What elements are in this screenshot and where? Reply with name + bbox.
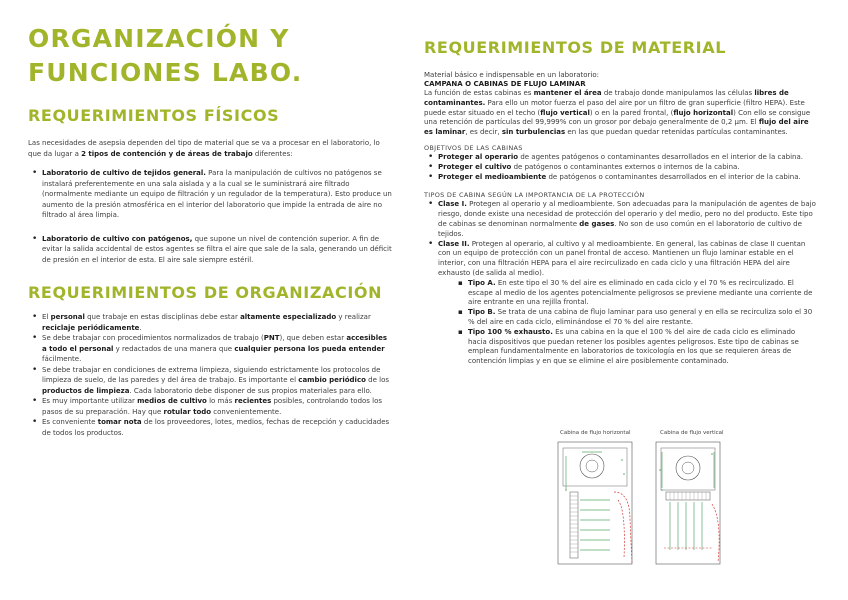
list-item-tipo-b: ▪ Tipo B. Se trata de una cabina de flujo laminar para uso general y en ella se recirculiza solo el 30 % del aire en cada ciclo, eliminándose el 70 % del aire restante. (454, 308, 816, 328)
objetivos-heading: OBJETIVOS DE LAS CABINAS (424, 143, 523, 152)
page-title-line1: ORGANIZACIÓN Y (28, 24, 290, 53)
list-item: • Se debe trabajar en condiciones de extrema limpieza, siguiendo estrictamente los protocolos de limpieza de suelo, de las paredes y del área de trabajo. Es importante el cambio periódico de los productos de limpieza. Cada laboratorio debe disponer de sus propios materiales para ello. (28, 365, 393, 397)
list-item: • Proteger el cultivo de patógenos o contaminantes externos o internos de la cabina. (424, 163, 816, 173)
tipos-heading: TIPOS DE CABINA SEGÚN LA IMPORTANCIA DE LA PROTECCIÓN (424, 191, 645, 200)
fisicos-intro-text: Las necesidades de asepsia dependen del tipo de material que se va a procesar en el laboratorio, lo que da lugar a (28, 139, 380, 158)
list-item-tipo-100: ▪ Tipo 100 % exhausto. Es una cabina en la que el 100 % del aire de cada ciclo es eliminado hacia dispositivos que puedan retener los posibles agentes peligrosos. Este tipo de cabinas se emplean fundamentalmente en laboratorios de toxicología en los que se requieren áreas de contención limpias y en que se elimine el aire posiblemente contaminado. (454, 328, 816, 367)
list-item (28, 168, 393, 221)
list-item: • Se debe trabajar con procedimientos normalizados de trabajo (PNT), que deben estar accesibles a todo el personal y redactados de una manera que cualquier persona los pueda entender fácilmente. (28, 333, 393, 365)
horizontal-cabinet-drawing (558, 442, 632, 564)
list-item: • El personal que trabaje en estas disciplinas debe estar altamente especializado y realizar reciclaje periódicamente. (28, 312, 393, 333)
campana-heading: CAMPANA O CABINAS DE FLUJO LAMINAR (424, 80, 586, 88)
page-title (28, 22, 393, 90)
list-item-tipo-a: ▪ Tipo A. En este tipo el 30 % del aire es eliminado en cada ciclo y el 70 % es recirculizado. El escape al medio de los agentes potencialmente peligrosos se previene mediante una corriente de aire entrante en una rejilla frontal. (454, 279, 816, 308)
figure-label-horizontal: Cabina de flujo horizontal (560, 430, 631, 436)
item-bold: Laboratorio de cultivo con patógenos, (42, 234, 193, 243)
cabinets-figure (552, 430, 742, 575)
figure-label-vertical: Cabina de flujo vertical (660, 430, 724, 436)
item-text: que supone un nivel de contención superior. A fin de evitar la salida accidental de estos agentes se filtra el aire que sale de la sala, generando un déficit de presión en el interior de esta. El aire sale siempre estéril. (42, 234, 392, 264)
list-item (28, 234, 393, 266)
list-item: • Proteger al operario de agentes patógenos o contaminantes desarrollados en el interior de la cabina. (424, 153, 816, 163)
organizacion-list (28, 312, 393, 438)
material-intro: Material básico e indispensable en un laboratorio: (424, 71, 600, 79)
left-column (28, 22, 393, 438)
list-item: • Es muy importante utilizar medios de cultivo lo más recientes posibles, controlando todos los pasos de su preparación. Hay que rotular todo convenientemente. (28, 396, 393, 417)
list-item: • Es conveniente tomar nota de los proveedores, lotes, medios, fechas de recepción y caducidades de todos los productos. (28, 417, 393, 438)
list-item-clase-2: • Clase II. Protegen al operario, al cultivo y al medioambiente. En general, las cabinas de clase II cuentan con un equipo de protección con un panel frontal de acceso. Mantienen un flujo laminar estable en el interior, con una filtración HEPA para el aire recirculizado en cada ciclo y una filtración HEPA del aire exhausto (de salida al medio). ▪ Tipo A. En este tipo el 30 % del aire es eliminado en cada ciclo y el 70 % es recirculizado. El escape al medio de los agentes potencialmente peligrosos se previene mediante una corriente de aire entrante en una rejilla frontal. ▪ Tipo B. Se trata de una cabina de flujo laminar para uso general y en ella se recirculiza solo el 30 % del aire en cada ciclo, eliminándose el 70 % del aire restante. ▪ Tipo 100 % exhausto. Es una cabina en la que el 100 % del aire de cada ciclo es eliminado hacia dispositivos que puedan retener los posibles agentes peligrosos. Este tipo de cabinas se emplean fundamentalmente en laboratorios de toxicología en los que se requieren áreas de contención limpias y en que se elimine el aire posiblemente contaminado. (424, 240, 816, 367)
section-title-fisicos: REQUERIMIENTOS FÍSICOS (28, 106, 280, 125)
fisicos-intro (28, 138, 393, 159)
fisicos-intro-text-end: diferentes: (252, 149, 293, 158)
section-title-material: REQUERIMIENTOS DE MATERIAL (424, 38, 726, 57)
campana-paragraph: La función de estas cabinas es mantener el área de trabajo donde manipulamos las células libres de contaminantes. Para ello un motor fuerza el paso del aire por un filtro de gran superficie (filtro HEPA). Este puede estar situado en el techo (flujo vertical) o en la pared frontal, (flujo horizontal) Con ello se consigue una retención de partículas del 99,999% con un grosor por debajo generalmente de 0,2 µm. El flujo del aire es laminar, es decir, sin turbulencias en las que puedan quedar retenidas partículas contaminantes. (424, 89, 811, 137)
tipos-list (454, 279, 816, 367)
list-item-clase-1: • Clase I. Protegen al operario y al medioambiente. Son adecuadas para la manipulación de agentes de bajo riesgo, donde existe una necesidad de protección del operario y del medio, pero no del producto. Este tipo de cabinas se denominan normalmente de gases. No son de uso común en el laboratorio de cultivo de tejidos. (424, 200, 816, 239)
item-text: Para la manipulación de cultivos no patógenos se instalará preferentemente en una sala aislada y a la cual se le suministrará aire filtrado (normalmente mediante un equipo de filtración y un regulador de la temperatura). Esto produce un aumento de la presión atmosférica en el interior del laboratorio que impide la entrada de aire no filtrado al área limpia. (42, 169, 392, 219)
page-title-line2: FUNCIONES LABO. (28, 58, 303, 87)
clases-list (424, 200, 816, 367)
fisicos-intro-bold: 2 tipos de contención y de áreas de trabajo (81, 149, 253, 158)
right-column (424, 38, 816, 367)
cabinets-diagram (552, 430, 742, 575)
list-item: • Proteger el medioambiente de patógenos o contaminantes desarrollados en el interior de la cabina. (424, 173, 816, 183)
item-bold: Laboratorio de cultivo de tejidos general. (42, 169, 206, 177)
fisicos-list (28, 168, 393, 265)
vertical-cabinet-drawing (656, 442, 720, 564)
objetivos-list (424, 153, 816, 182)
section-title-organizacion: REQUERIMIENTOS DE ORGANIZACIÓN (28, 283, 383, 302)
